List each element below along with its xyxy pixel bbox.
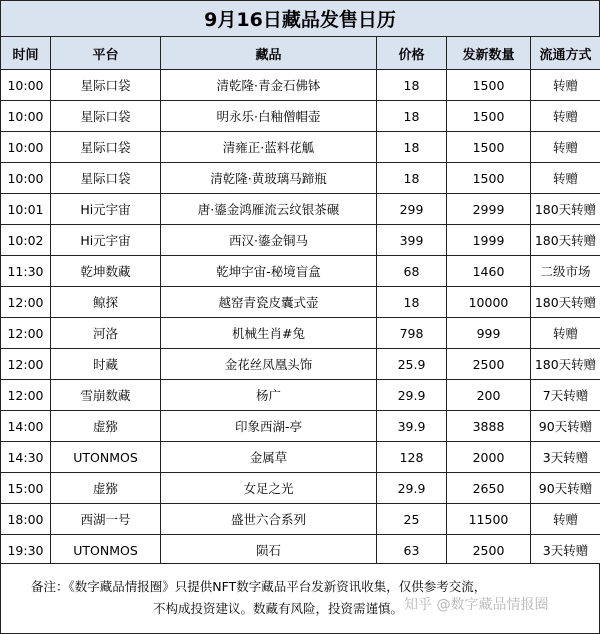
cell-price: 399	[377, 225, 447, 256]
cell-platform: 乾坤数藏	[51, 256, 161, 287]
cell-collectible: 杨广	[161, 380, 377, 411]
disclaimer-line-1: 备注：《数字藏品情报圈》只提供NFT数字藏品平台发新资讯收集，仅供参考交流，	[31, 579, 487, 594]
cell-circulation: 7天转赠	[531, 380, 600, 411]
cell-quantity: 2000	[447, 442, 531, 473]
cell-circulation: 90天转赠	[531, 411, 600, 442]
cell-price: 25.9	[377, 349, 447, 380]
table-row	[1, 132, 600, 163]
cell-quantity: 3888	[447, 411, 531, 442]
cell-circulation: 转赠	[531, 163, 600, 194]
cell-price: 128	[377, 442, 447, 473]
column-header-time: 时间	[1, 37, 51, 70]
cell-quantity: 2999	[447, 194, 531, 225]
cell-time: 12:00	[1, 287, 51, 318]
cell-price: 68	[377, 256, 447, 287]
table-header-row	[1, 37, 600, 70]
cell-quantity: 1460	[447, 256, 531, 287]
cell-price: 18	[377, 287, 447, 318]
table-row	[1, 70, 600, 101]
cell-time: 14:00	[1, 411, 51, 442]
column-header-price: 价格	[377, 37, 447, 70]
cell-circulation: 3天转赠	[531, 442, 600, 473]
cell-circulation: 180天转赠	[531, 287, 600, 318]
cell-time: 15:00	[1, 473, 51, 504]
table-row	[1, 442, 600, 473]
cell-platform: 时藏	[51, 349, 161, 380]
cell-collectible: 金属草	[161, 442, 377, 473]
table-row	[1, 535, 600, 566]
cell-circulation: 转赠	[531, 132, 600, 163]
column-header-collectible: 藏品	[161, 37, 377, 70]
cell-time: 12:00	[1, 318, 51, 349]
cell-circulation: 转赠	[531, 70, 600, 101]
cell-time: 12:00	[1, 349, 51, 380]
cell-time: 10:00	[1, 101, 51, 132]
cell-price: 18	[377, 132, 447, 163]
cell-quantity: 1999	[447, 225, 531, 256]
cell-quantity: 10000	[447, 287, 531, 318]
cell-collectible: 机械生肖#兔	[161, 318, 377, 349]
column-header-platform: 平台	[51, 37, 161, 70]
table-row	[1, 504, 600, 535]
cell-platform: 星际口袋	[51, 70, 161, 101]
release-table	[0, 36, 600, 566]
table-row	[1, 225, 600, 256]
cell-platform: 虚猕	[51, 473, 161, 504]
disclaimer-line-2: 不构成投资建议。数藏有风险，投资需谨慎。	[153, 601, 404, 616]
cell-platform: 虚猕	[51, 411, 161, 442]
table-row	[1, 256, 600, 287]
cell-collectible: 陨石	[161, 535, 377, 566]
cell-time: 19:30	[1, 535, 51, 566]
table-row	[1, 101, 600, 132]
table-row	[1, 380, 600, 411]
table-row	[1, 163, 600, 194]
cell-quantity: 1500	[447, 163, 531, 194]
cell-collectible: 女足之光	[161, 473, 377, 504]
cell-collectible: 金花丝凤凰头饰	[161, 349, 377, 380]
cell-time: 10:00	[1, 132, 51, 163]
cell-collectible: 清乾隆·青金石佛钵	[161, 70, 377, 101]
cell-platform: Hi元宇宙	[51, 225, 161, 256]
cell-time: 18:00	[1, 504, 51, 535]
cell-price: 25	[377, 504, 447, 535]
watermark: 知乎 @数字藏品情报圈	[404, 597, 549, 613]
cell-collectible: 盛世六合系列	[161, 504, 377, 535]
cell-platform: 西湖一号	[51, 504, 161, 535]
table-row	[1, 318, 600, 349]
table-row	[1, 349, 600, 380]
cell-quantity: 2500	[447, 349, 531, 380]
cell-circulation: 二级市场	[531, 256, 600, 287]
cell-quantity: 1500	[447, 132, 531, 163]
cell-circulation: 180天转赠	[531, 194, 600, 225]
cell-platform: 雪崩数藏	[51, 380, 161, 411]
cell-platform: 鲸探	[51, 287, 161, 318]
cell-price: 29.9	[377, 380, 447, 411]
page-title: 9月16日藏品发售日历	[0, 0, 600, 37]
cell-platform: UTONMOS	[51, 535, 161, 566]
cell-platform: UTONMOS	[51, 442, 161, 473]
cell-time: 14:30	[1, 442, 51, 473]
column-header-circulation: 流通方式	[531, 37, 600, 70]
cell-circulation: 180天转赠	[531, 225, 600, 256]
cell-platform: 星际口袋	[51, 132, 161, 163]
cell-time: 10:01	[1, 194, 51, 225]
cell-collectible: 乾坤宇宙-秘境盲盒	[161, 256, 377, 287]
cell-platform: Hi元宇宙	[51, 194, 161, 225]
cell-collectible: 西汉·鎏金铜马	[161, 225, 377, 256]
cell-time: 11:30	[1, 256, 51, 287]
cell-quantity: 2500	[447, 535, 531, 566]
cell-collectible: 越窑青瓷皮囊式壶	[161, 287, 377, 318]
cell-price: 18	[377, 101, 447, 132]
cell-circulation: 转赠	[531, 504, 600, 535]
cell-quantity: 2650	[447, 473, 531, 504]
cell-platform: 星际口袋	[51, 163, 161, 194]
table-row	[1, 411, 600, 442]
cell-time: 12:00	[1, 380, 51, 411]
table-row	[1, 473, 600, 504]
table-row	[1, 194, 600, 225]
cell-quantity: 1500	[447, 101, 531, 132]
cell-quantity: 11500	[447, 504, 531, 535]
cell-quantity: 200	[447, 380, 531, 411]
cell-circulation: 180天转赠	[531, 349, 600, 380]
cell-price: 29.9	[377, 473, 447, 504]
cell-time: 10:00	[1, 70, 51, 101]
cell-circulation: 3天转赠	[531, 535, 600, 566]
cell-price: 39.9	[377, 411, 447, 442]
cell-collectible: 印象西湖-亭	[161, 411, 377, 442]
cell-quantity: 1500	[447, 70, 531, 101]
cell-price: 18	[377, 70, 447, 101]
cell-platform: 河洛	[51, 318, 161, 349]
cell-collectible: 唐·鎏金鸿雁流云纹银茶碾	[161, 194, 377, 225]
cell-circulation: 90天转赠	[531, 473, 600, 504]
cell-quantity: 999	[447, 318, 531, 349]
column-header-quantity: 发新数量	[447, 37, 531, 70]
cell-circulation: 转赠	[531, 101, 600, 132]
cell-price: 299	[377, 194, 447, 225]
cell-price: 798	[377, 318, 447, 349]
cell-time: 10:02	[1, 225, 51, 256]
cell-collectible: 清雍正·蓝料花觚	[161, 132, 377, 163]
cell-price: 63	[377, 535, 447, 566]
cell-collectible: 明永乐·白釉僧帽壶	[161, 101, 377, 132]
cell-circulation: 转赠	[531, 318, 600, 349]
cell-price: 18	[377, 163, 447, 194]
cell-time: 10:00	[1, 163, 51, 194]
cell-collectible: 清乾隆·黄玻璃马蹄瓶	[161, 163, 377, 194]
cell-platform: 星际口袋	[51, 101, 161, 132]
table-row	[1, 287, 600, 318]
